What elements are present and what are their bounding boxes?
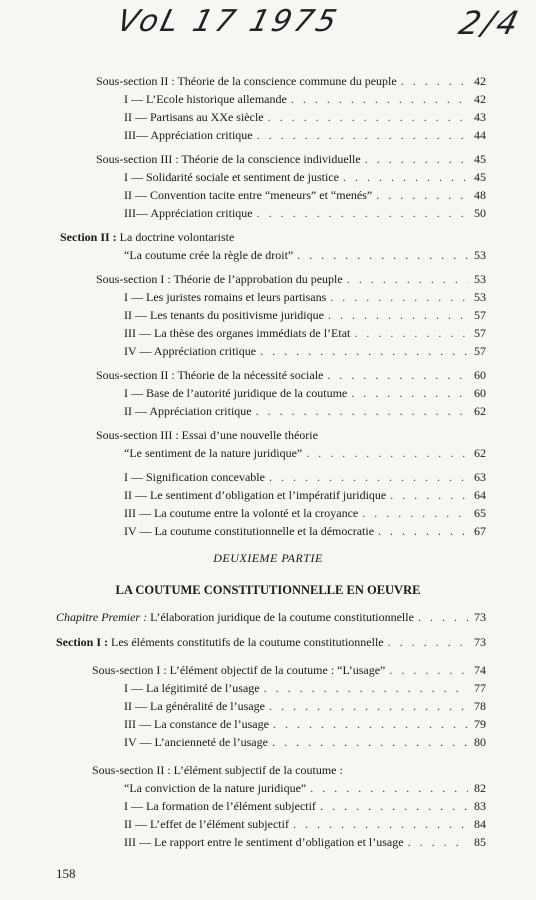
handwritten-volume-note: VoL 17 1975 xyxy=(113,4,343,39)
toc-entry: II — Le sentiment d’obligation et l’impératif juridique . . . 64 xyxy=(124,487,486,503)
part-label: DEUXIEME PARTIE xyxy=(213,551,323,565)
toc-entry: III — La thèse des organes immédiats de l’Etat . . . 57 xyxy=(124,325,486,341)
toc-entry: III — La coutume entre la volonté et la croyance . . . 65 xyxy=(124,505,486,521)
toc-entry: Sous-section II : Théorie de la nécessité sociale . . . 60 xyxy=(96,367,486,383)
toc-entry: Sous-section I : Théorie de l’approbation du peuple . . . 53 xyxy=(96,271,486,287)
toc-entry: I — La formation de l’élément subjectif . . . 83 xyxy=(124,798,486,814)
toc-entry: “La conviction de la nature juridique” . . . 82 xyxy=(124,780,486,796)
toc-entry: II — L’effet de l’élément subjectif . . . 84 xyxy=(124,816,486,832)
toc-entry: I — Les juristes romains et leurs partisans . . . 53 xyxy=(124,289,486,305)
toc-entry: I — Solidarité sociale et sentiment de justice . . . 45 xyxy=(124,169,486,185)
toc-entry: III— Appréciation critique . . . 44 xyxy=(124,127,486,143)
toc-entry: I — L’Ecole historique allemande . . . 42 xyxy=(124,91,486,107)
toc-entry: Sous-section III : Essai d’une nouvelle théorie xyxy=(96,428,318,442)
page-number: 158 xyxy=(56,866,76,881)
toc-entry: IV — La coutume constitutionnelle et la démocratie . . . 67 xyxy=(124,523,486,539)
handwritten-fraction-note: 2/4 xyxy=(455,4,526,42)
toc-entry: IV — L’ancienneté de l’usage . . . 80 xyxy=(124,734,486,750)
toc-entry: Sous-section II : L’élément subjectif de la coutume : xyxy=(92,763,343,777)
toc-entry: “Le sentiment de la nature juridique” . . . 62 xyxy=(124,445,486,461)
toc-entry: IV — Appréciation critique . . . 57 xyxy=(124,343,486,359)
toc-entry: III— Appréciation critique . . . 50 xyxy=(124,205,486,221)
toc-entry: III — Le rapport entre le sentiment d’obligation et l’usage . . . 85 xyxy=(124,834,486,850)
toc-entry: I — Signification concevable . . . 63 xyxy=(124,469,486,485)
toc-section-heading: Section II : La doctrine volontariste xyxy=(60,230,235,244)
toc-chapter-entry: Chapitre Premier : L’élaboration juridique de la coutume constitutionnelle . . . 73 xyxy=(56,609,486,625)
toc-entry: II — Appréciation critique . . . 62 xyxy=(124,403,486,419)
toc-entry: II — Partisans au XXe siècle . . . 43 xyxy=(124,109,486,125)
toc-entry: Sous-section II : Théorie de la conscience commune du peuple . . . 42 xyxy=(96,73,486,89)
toc-entry: II — La généralité de l’usage . . . 78 xyxy=(124,698,486,714)
toc-entry: II — Convention tacite entre “meneurs” et “menés” . . . 48 xyxy=(124,187,486,203)
toc-entry: I — Base de l’autorité juridique de la coutume . . . 60 xyxy=(124,385,486,401)
toc-entry: I — La légitimité de l’usage . . . 77 xyxy=(124,680,486,696)
toc-entry: III — La constance de l’usage . . . 79 xyxy=(124,716,486,732)
toc-entry: “La coutume crée la règle de droit” . . . 53 xyxy=(124,247,486,263)
toc-entry: II — Les tenants du positivisme juridique . . . 57 xyxy=(124,307,486,323)
part-title: LA COUTUME CONSTITUTIONNELLE EN OEUVRE xyxy=(115,583,421,597)
toc-entry: Sous-section I : L’élément objectif de la coutume : “L’usage” . . . 74 xyxy=(92,662,486,678)
toc-section-entry: Section I : Les éléments constitutifs de la coutume constitutionnelle . . . 73 xyxy=(56,634,486,650)
toc-entry: Sous-section III : Théorie de la conscience individuelle . . . 45 xyxy=(96,151,486,167)
